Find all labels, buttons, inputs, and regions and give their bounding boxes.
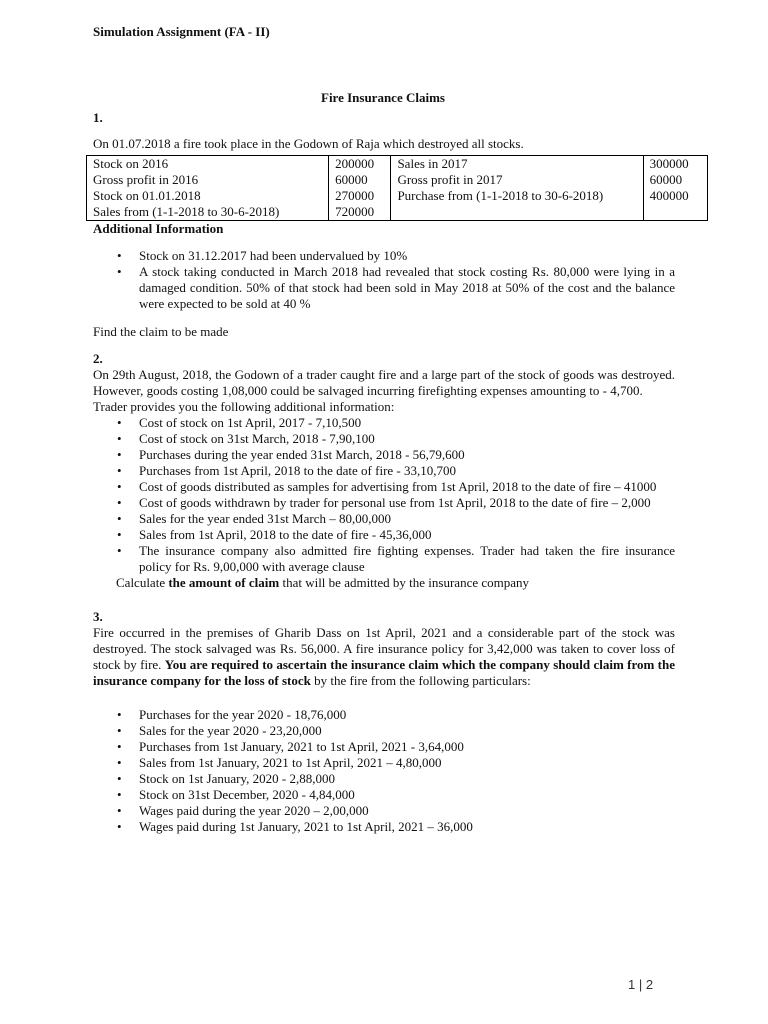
- question-2-intro: On 29th August, 2018, the Godown of a trader caught fire and a large part of the stock of goods was destroyed. However, goods costing 1,08,000 could be salvaged incurring firefighting expenses amounting to - 4,700.: [93, 367, 675, 398]
- header-title: Simulation Assignment (FA - II): [93, 24, 270, 39]
- table-cell: 60000: [329, 172, 391, 188]
- page-number: 1 | 2: [628, 977, 654, 992]
- table-cell: Gross profit in 2016: [87, 172, 329, 188]
- question-3-intro-end: by the fire from the following particulars:: [310, 673, 531, 688]
- table-cell: 200000: [329, 156, 391, 173]
- question-3-intro-bold: You are required to ascertain the insurance claim which the company should claim from the insurance company for the loss of stock: [93, 657, 675, 688]
- list-item: • Purchases during the year ended 31st March, 2018 - 56,79,600: [93, 447, 675, 463]
- table-cell: 60000: [643, 172, 707, 188]
- question-2-number: 2.: [93, 351, 103, 366]
- table-cell: 300000: [643, 156, 707, 173]
- list-item: • Sales from 1st April, 2018 to the date of fire - 45,36,000: [93, 527, 675, 543]
- table-cell: Gross profit in 2017: [391, 172, 643, 188]
- question-2-lead: Trader provides you the following additional information:: [93, 399, 395, 414]
- list-item: • Cost of stock on 31st March, 2018 - 7,90,100: [93, 431, 675, 447]
- list-item: • Stock on 31st December, 2020 - 4,84,000: [93, 787, 675, 803]
- list-item: • Stock on 1st January, 2020 - 2,88,000: [93, 771, 675, 787]
- list-item: • Sales for the year 2020 - 23,20,000: [93, 723, 675, 739]
- list-item: • The insurance company also admitted fire fighting expenses. Trader had taken the fire insurance policy for Rs. 9,00,000 with average clause: [93, 543, 675, 575]
- list-item: • A stock taking conducted in March 2018 had revealed that stock costing Rs. 80,000 were lying in a damaged condition. 50% of that stock had been sold in May 2018 at 50% of the cost and the balance were expected to be sold at 40 %: [93, 264, 675, 312]
- table-cell: 720000: [329, 204, 391, 221]
- question-1-closing: Find the claim to be made: [93, 324, 229, 339]
- question-1-bullets: [93, 248, 675, 312]
- list-item: • Sales from 1st January, 2021 to 1st April, 2021 – 4,80,000: [93, 755, 675, 771]
- table-cell: Sales from (1-1-2018 to 30-6-2018): [87, 204, 329, 221]
- question-2-bullets: [93, 415, 675, 575]
- question-3-bullets: [93, 707, 675, 835]
- table-cell: Sales in 2017: [391, 156, 643, 173]
- calculate-text-end: that will be admitted by the insurance company: [279, 575, 530, 590]
- table-cell: Stock on 01.01.2018: [87, 188, 329, 204]
- table-cell: Stock on 2016: [87, 156, 329, 173]
- calculate-text-bold: the amount of claim: [168, 575, 280, 590]
- question-1-intro: On 01.07.2018 a fire took place in the Godown of Raja which destroyed all stocks.: [93, 136, 524, 151]
- table-cell: Purchase from (1-1-2018 to 30-6-2018): [391, 188, 643, 204]
- list-item: • Cost of goods distributed as samples for advertising from 1st April, 2018 to the date of fire – 41000: [93, 479, 675, 495]
- list-item: • Purchases from 1st April, 2018 to the date of fire - 33,10,700: [93, 463, 675, 479]
- list-item: • Sales for the year ended 31st March – 80,00,000: [93, 511, 675, 527]
- table-cell: [643, 204, 707, 221]
- question-3-number: 3.: [93, 609, 103, 624]
- calculate-text-start: Calculate: [116, 575, 169, 590]
- additional-information-heading: Additional Information: [93, 221, 224, 236]
- question-1-number: 1.: [93, 110, 103, 125]
- question-2-calculate: [93, 575, 675, 591]
- table-cell: [391, 204, 643, 221]
- document-title: Fire Insurance Claims: [321, 90, 445, 105]
- table-row: [87, 188, 708, 204]
- question-3-intro: [93, 625, 675, 689]
- list-item: • Wages paid during the year 2020 – 2,00,000: [93, 803, 675, 819]
- question-3-intro-start: Fire occurred in the premises of Gharib Dass on 1st April, 2021 and a considerable part of the stock was destroyed. The stock salvaged was Rs. 56,000. A fire insurance policy for 3,42,000 was taken to cover loss of stock by fire.: [93, 625, 675, 672]
- page-content: [93, 24, 689, 835]
- list-item: • Cost of goods withdrawn by trader for personal use from 1st April, 2018 to the date of fire – 2,000: [93, 495, 675, 511]
- table-row: [87, 172, 708, 188]
- table-cell: 270000: [329, 188, 391, 204]
- table-row: [87, 204, 708, 221]
- table-cell: 400000: [643, 188, 707, 204]
- question-1-table: [86, 155, 708, 221]
- list-item: • Purchases from 1st January, 2021 to 1st April, 2021 - 3,64,000: [93, 739, 675, 755]
- list-item: • Cost of stock on 1st April, 2017 - 7,10,500: [93, 415, 675, 431]
- table-row: [87, 156, 708, 173]
- list-item: • Stock on 31.12.2017 had been undervalued by 10%: [93, 248, 675, 264]
- list-item: • Wages paid during 1st January, 2021 to 1st April, 2021 – 36,000: [93, 819, 675, 835]
- list-item: • Purchases for the year 2020 - 18,76,000: [93, 707, 675, 723]
